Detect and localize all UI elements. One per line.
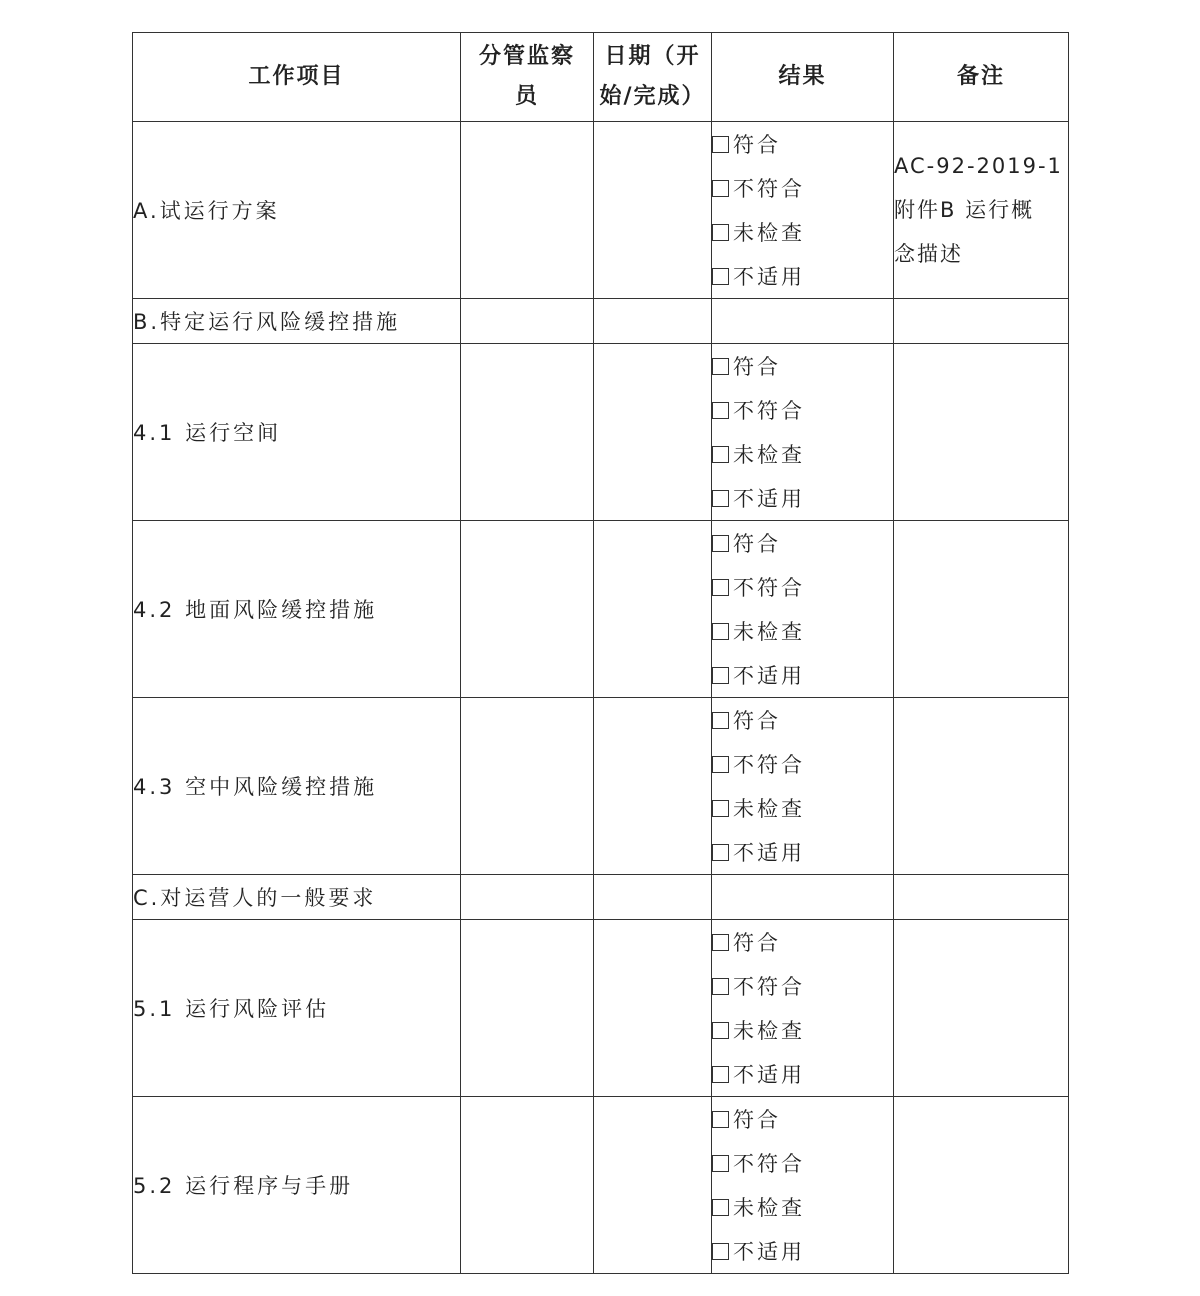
checkbox-icon[interactable] <box>712 446 729 463</box>
date-cell[interactable] <box>594 1097 712 1274</box>
row-label: 5.1 运行风险评估 <box>133 920 461 1097</box>
date-cell[interactable] <box>594 521 712 698</box>
option-not-applicable[interactable] <box>712 1229 893 1273</box>
option-label: 未检查 <box>733 1196 805 1220</box>
checkbox-icon[interactable] <box>712 268 729 285</box>
checkbox-icon[interactable] <box>712 844 729 861</box>
option-label: 不适用 <box>733 1240 805 1264</box>
option-not-checked[interactable] <box>712 210 893 254</box>
date-cell[interactable] <box>594 344 712 521</box>
checkbox-icon[interactable] <box>712 136 729 153</box>
result-cell <box>712 920 894 1097</box>
option-conform[interactable] <box>712 698 893 742</box>
option-not-checked[interactable] <box>712 1008 893 1052</box>
table-row <box>133 1097 1069 1274</box>
inspector-cell[interactable] <box>461 299 594 344</box>
remark-line-1: AC-92-2019-1 <box>894 154 1063 178</box>
option-label: 不适用 <box>733 664 805 688</box>
option-label: 不符合 <box>733 753 805 777</box>
remark-cell <box>894 299 1069 344</box>
option-nonconform[interactable] <box>712 166 893 210</box>
checkbox-icon[interactable] <box>712 224 729 241</box>
checkbox-icon[interactable] <box>712 402 729 419</box>
checkbox-icon[interactable] <box>712 667 729 684</box>
checkbox-icon[interactable] <box>712 1022 729 1039</box>
option-label: 不适用 <box>733 265 805 289</box>
option-nonconform[interactable] <box>712 388 893 432</box>
remark-cell <box>894 521 1069 698</box>
option-label: 符合 <box>733 1108 781 1132</box>
checkbox-icon[interactable] <box>712 490 729 507</box>
option-not-checked[interactable] <box>712 609 893 653</box>
option-label: 不适用 <box>733 487 805 511</box>
date-cell[interactable] <box>594 920 712 1097</box>
result-cell <box>712 122 894 299</box>
header-inspector-line-2: 员 <box>514 84 539 109</box>
checkbox-icon[interactable] <box>712 978 729 995</box>
option-not-checked[interactable] <box>712 786 893 830</box>
table-row <box>133 698 1069 875</box>
option-label: 未检查 <box>733 443 805 467</box>
option-label: 不符合 <box>733 576 805 600</box>
option-label: 不符合 <box>733 1152 805 1176</box>
option-label: 符合 <box>733 931 781 955</box>
option-conform[interactable] <box>712 344 893 388</box>
option-nonconform[interactable] <box>712 742 893 786</box>
result-cell <box>712 1097 894 1274</box>
inspector-cell[interactable] <box>461 122 594 299</box>
option-nonconform[interactable] <box>712 964 893 1008</box>
option-label: 未检查 <box>733 620 805 644</box>
date-cell[interactable] <box>594 875 712 920</box>
checkbox-icon[interactable] <box>712 756 729 773</box>
option-nonconform[interactable] <box>712 565 893 609</box>
result-cell <box>712 344 894 521</box>
result-cell <box>712 875 894 920</box>
option-not-applicable[interactable] <box>712 1052 893 1096</box>
option-conform[interactable] <box>712 1097 893 1141</box>
date-cell[interactable] <box>594 299 712 344</box>
row-label: 4.3 空中风险缓控措施 <box>133 698 461 875</box>
table-row <box>133 521 1069 698</box>
result-cell <box>712 698 894 875</box>
option-label: 未检查 <box>733 221 805 245</box>
inspector-cell[interactable] <box>461 920 594 1097</box>
checkbox-icon[interactable] <box>712 712 729 729</box>
inspection-checklist-table <box>132 32 1069 1274</box>
row-label: 4.1 运行空间 <box>133 344 461 521</box>
checkbox-icon[interactable] <box>712 1199 729 1216</box>
table-row <box>133 920 1069 1097</box>
inspector-cell[interactable] <box>461 698 594 875</box>
remark-cell <box>894 875 1069 920</box>
header-row <box>133 33 1069 122</box>
checkbox-icon[interactable] <box>712 1111 729 1128</box>
remark-line-3: 念描述 <box>894 242 963 266</box>
option-conform[interactable] <box>712 920 893 964</box>
section-label: B.特定运行风险缓控措施 <box>133 299 461 344</box>
checkbox-icon[interactable] <box>712 1243 729 1260</box>
remark-cell <box>894 1097 1069 1274</box>
result-cell <box>712 521 894 698</box>
option-nonconform[interactable] <box>712 1141 893 1185</box>
option-label: 未检查 <box>733 1019 805 1043</box>
option-label: 符合 <box>733 709 781 733</box>
section-row <box>133 299 1069 344</box>
date-cell[interactable] <box>594 698 712 875</box>
inspector-cell[interactable] <box>461 521 594 698</box>
option-conform[interactable] <box>712 521 893 565</box>
option-label: 不符合 <box>733 177 805 201</box>
option-label: 符合 <box>733 355 781 379</box>
option-conform[interactable] <box>712 122 893 166</box>
header-item: 工作项目 <box>133 33 461 122</box>
remark-cell <box>894 122 1069 299</box>
option-label: 不适用 <box>733 1063 805 1087</box>
header-inspector <box>461 33 594 122</box>
inspector-cell[interactable] <box>461 1097 594 1274</box>
remark-line-2: 附件B 运行概 <box>894 198 1035 222</box>
option-label: 未检查 <box>733 797 805 821</box>
checkbox-icon[interactable] <box>712 934 729 951</box>
option-not-checked[interactable] <box>712 432 893 476</box>
inspector-cell[interactable] <box>461 344 594 521</box>
option-not-applicable[interactable] <box>712 476 893 520</box>
header-inspector-line-1: 分管监察 <box>478 44 575 69</box>
section-label: C.对运营人的一般要求 <box>133 875 461 920</box>
header-date-line-1: 日期（开 <box>604 44 701 69</box>
option-label: 符合 <box>733 133 781 157</box>
option-label: 不适用 <box>733 841 805 865</box>
option-not-checked[interactable] <box>712 1185 893 1229</box>
checkbox-icon[interactable] <box>712 535 729 552</box>
option-not-applicable[interactable] <box>712 830 893 874</box>
remark-cell <box>894 920 1069 1097</box>
row-label: 4.2 地面风险缓控措施 <box>133 521 461 698</box>
option-label: 不符合 <box>733 399 805 423</box>
date-cell[interactable] <box>594 122 712 299</box>
option-label: 不符合 <box>733 975 805 999</box>
header-date <box>594 33 712 122</box>
checkbox-icon[interactable] <box>712 623 729 640</box>
checkbox-icon[interactable] <box>712 358 729 375</box>
table-row <box>133 122 1069 299</box>
checkbox-icon[interactable] <box>712 579 729 596</box>
checkbox-icon[interactable] <box>712 180 729 197</box>
remark-cell <box>894 344 1069 521</box>
header-remark: 备注 <box>894 33 1069 122</box>
section-row <box>133 875 1069 920</box>
option-label: 符合 <box>733 532 781 556</box>
checkbox-icon[interactable] <box>712 800 729 817</box>
remark-cell <box>894 698 1069 875</box>
row-label: A.试运行方案 <box>133 122 461 299</box>
checkbox-icon[interactable] <box>712 1066 729 1083</box>
checkbox-icon[interactable] <box>712 1155 729 1172</box>
option-not-applicable[interactable] <box>712 254 893 298</box>
header-date-line-2: 始/完成） <box>599 84 706 109</box>
result-cell <box>712 299 894 344</box>
row-label: 5.2 运行程序与手册 <box>133 1097 461 1274</box>
inspector-cell[interactable] <box>461 875 594 920</box>
table-row <box>133 344 1069 521</box>
header-result: 结果 <box>712 33 894 122</box>
option-not-applicable[interactable] <box>712 653 893 697</box>
